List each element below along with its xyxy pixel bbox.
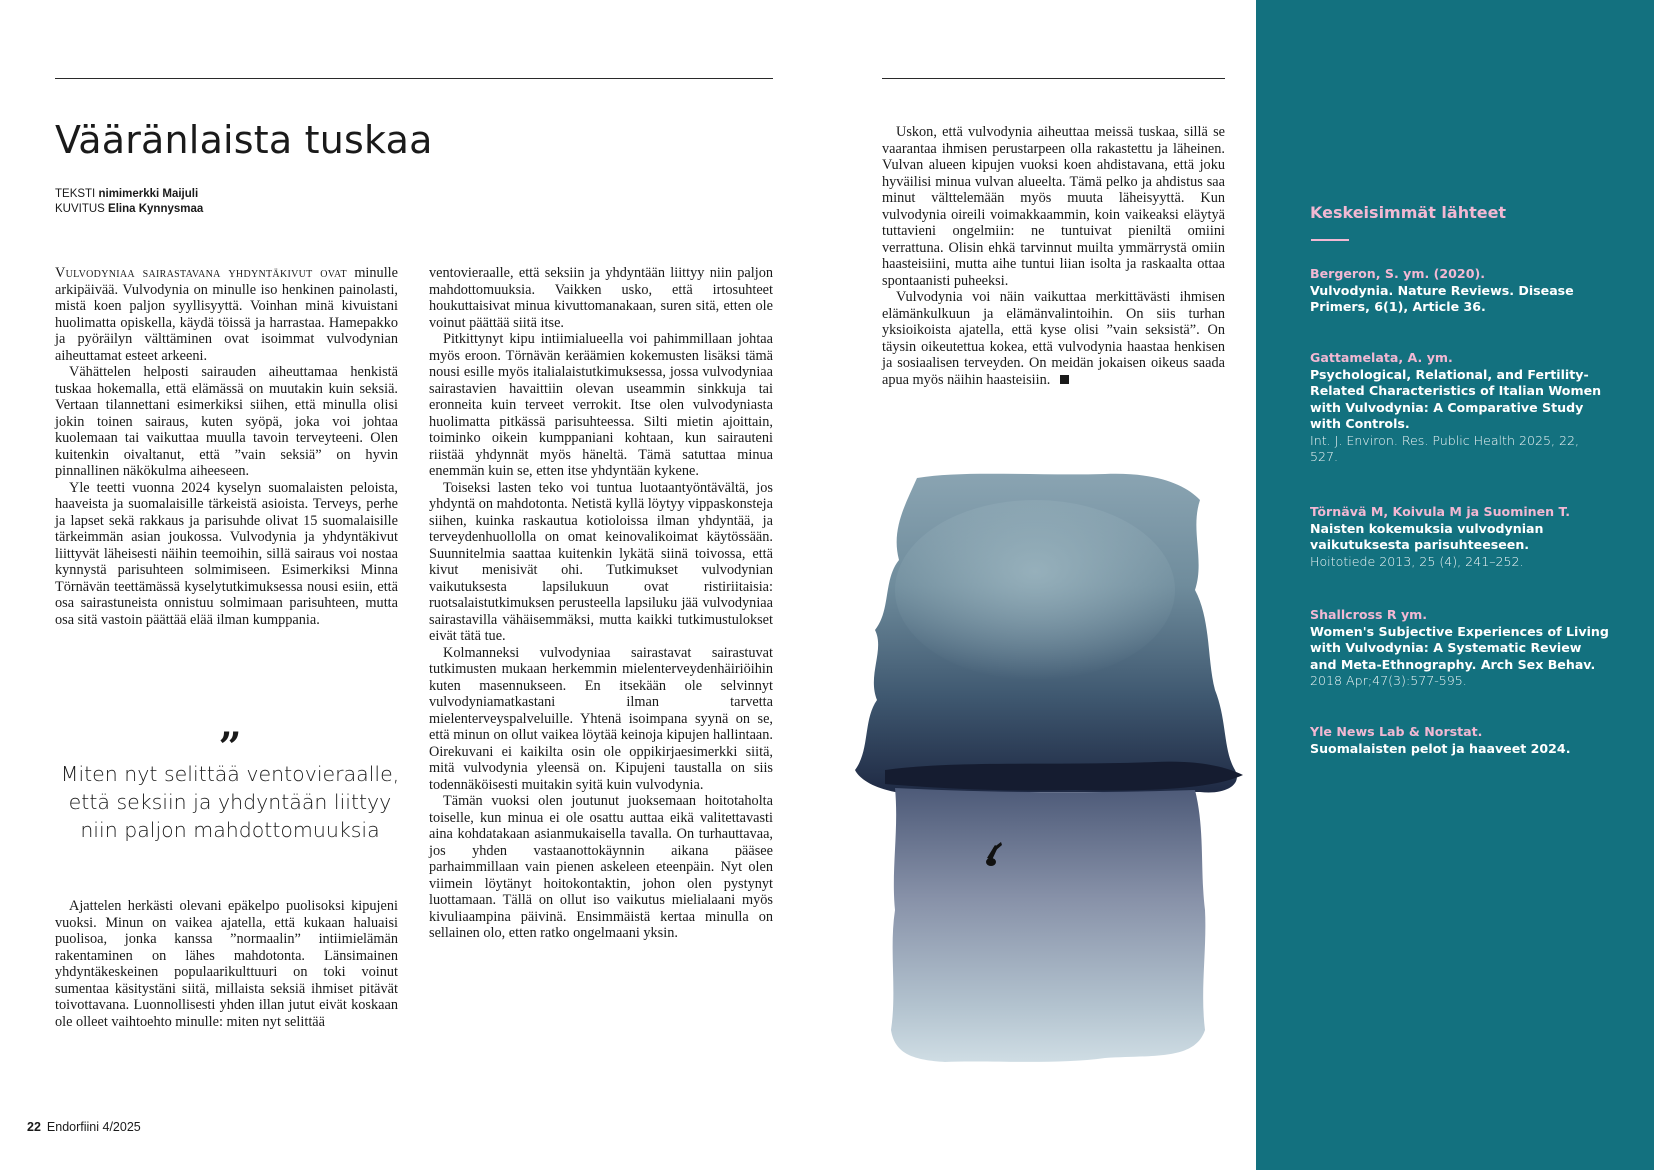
sources-sidebar <box>1256 0 1654 1170</box>
paragraph: Pitkittynyt kipu intiimialueella voi pahimmillaan johtaa myös eroon. Törnävän keräämien kokemusten lisäksi tämä nousi esille myös italialaistutkimuksessa, jossa vulvodyniaa sairastavien havaittiin olevan useammin sinkkuja tai eronneita kuin terveet verrokit. Itse olen vulvodyniasta huolimatta pitkässä parisuhteessa. Silti mietin ajoittain, toiminko oikein kumppaniani kohtaan, kun sairauteni riistää yhdynnät myös häneltä. Tämä satuttaa minua enemmän kuin se, etten itse yhdyntään kykene. <box>429 331 773 479</box>
credit-text: TEKSTI nimimerkki Maijuli <box>55 188 199 200</box>
article-title: Vääränlaista tuskaa <box>55 118 433 162</box>
magazine-issue: Endorfiini 4/2025 <box>46 1120 141 1134</box>
paragraph: Vulvodynia voi näin vaikuttaa merkittävästi ihmisen elämänkulkuun ja elämänvalintoihin. On siis turhan yksioikoista ajatella, että kyse olisi ”vain seksistä”. On täysin oikeutettua kokea, että vulvodynia haastaa henkisen ja sosiaalisen terveyden. On meidän jokaisen oikeus saada apua myös näihin haasteisiin. <box>882 289 1225 388</box>
reference-item: Törnävä M, Koivula M ja Suominen T. Naisten kokemuksia vulvodynian vaikutuksesta parisuhteeseen. Hoitotiede 2013, 25 (4), 241–252. <box>1310 504 1570 569</box>
reference-item: Bergeron, S. ym. (2020). Vulvodynia. Nature Reviews. Disease Primers, 6(1), Article 36. <box>1310 266 1574 314</box>
column-1-bottom <box>55 898 398 1030</box>
paragraph: Tämän vuoksi olen joutunut juoksemaan hoitotaholta toiselle, kun minua ei ole osattu auttaa eikä valitettavasti aina kohdatakaan asianmukaisella tavalla. On turhauttavaa, jos yhden vastaanottokäynnin aikana pääsee parhaimmillaan vain pienen askeleen eteenpäin. Nyt olen viimein löytänyt hoitokontaktin, johon olen pystynyt luottamaan. Tällä on ollut iso vaikutus mielialaani myös kivuliaampina päivinä. Ensimmäistä kertaa minulla on sellainen olo, etten ratko ongelmaani yksin. <box>429 793 773 941</box>
lead-paragraph: Vulvodyniaa sairastavana yhdyntäkivut ovat minulle arkipäivää. Vulvodynia on minulle iso henkinen painolasti, mistä koen paljon syyllisyyttä. Voinhan minä kivuistani huolimatta opiskella, käydä töissä ja harrastaa. Hamepakko ja pyöräilyn välttäminen ovat isoimmat vulvodynian aiheuttamat esteet arkeeni. <box>55 265 398 364</box>
watercolor-illustration <box>855 470 1245 1065</box>
paragraph: Ajattelen herkästi olevani epäkelpo puolisoksi kipujeni vuoksi. Minun on vaikea ajatella, että kukaan haluaisi puolisoa, jonka kanssa ”normaalin” intiimielämän rakentaminen on lähes mahdotonta. Länsimainen yhdyntäkeskeinen populaarikulttuuri on toki voinut sumentaa käsitystäni siitä, millaista seksiä ihmiset pitävät toivottavana. Luonnollisesti yhden illan jutut eivät koskaan ole olleet vaihtoehto minulle: miten nyt selittää <box>55 898 398 1030</box>
end-mark-icon <box>1060 375 1069 384</box>
paragraph: Toiseksi lasten teko voi tuntua luotaantyöntävältä, jos yhdyntä on mahdotonta. Netistä kyllä löytyy vippaskonsteja siihen, kuinka raskautua kotioloissa ilman yhdyntää, ja terveydenhuollolla on omat keinovalikoimat käytössään. Suunnitelmia saattaa kuitenkin lykätä siinä toivossa, että kivut menisivät ohi. Tutkimukset vulvodynian vaikutuksesta lapsilukuun ovat ristiriitaisia: ruotsalaistutkimuksen perusteella lapsiluku jää vulvodyniaa sairastavilla vähäisemmäksi, mutta kaikki tutkimustulokset eivät tätä tue. <box>429 479 773 644</box>
top-rule-right <box>882 78 1225 79</box>
sources-title: Keskeisimmät lähteet <box>1310 203 1507 222</box>
column-1-top <box>55 265 398 628</box>
page-footer <box>27 1120 141 1134</box>
pull-quote: Miten nyt selittää ventovieraalle, että seksiin ja yhdyntään liittyy niin paljon mahdottomuuksia <box>60 762 400 842</box>
quote-mark-icon: ” <box>218 724 242 771</box>
watercolor-reflection-shape <box>891 788 1205 1062</box>
paragraph: ventovieraalle, että seksiin ja yhdyntään liittyy niin paljon mahdottomuuksia. Vaikken usko, että irtosuhteet houkuttaisivat minua kivuttomanakaan, suren sitä, etten ole voinut päättää siitä itse. <box>429 265 773 331</box>
sources-title-rule <box>1311 239 1349 241</box>
reference-item: Gattamelata, A. ym. Psychological, Relational, and Fertility-Related Characteristics of Italian Women with Vulvodynia: A Comparative Study with Controls. Int. J. Environ. Res. Public Health 2025, 22, 527. <box>1310 350 1602 464</box>
column-3 <box>882 124 1225 388</box>
watercolor-horizon-band <box>885 762 1243 791</box>
reference-item: Shallcross R ym. Women's Subjective Experiences of Living with Vulvodynia: A Systematic Review and Meta-Ethnography. Arch Sex Behav. 2018 Apr;47(3):577-595. <box>1310 607 1609 688</box>
paragraph: Kolmanneksi vulvodyniaa sairastavat sairastuvat tutkimusten mukaan herkemmin mielenterveydenhäiriöihin kuten masennukseen. En itsekään ole selvinnyt vulvodyniamatkastani ilman tarvetta mielenterveyspalveluille. Yhtenä isoimpana syynä on se, että minun on ollut vaikea löytää keinoja kipujen hallintaan. Oirekuvani ei kaikilta osin ole oppikirjaesimerkki siitä, mitä vulvodynia yleensä on. Kipujeni taustalla on siis todennäköisesti muitakin syitä kuin vulvodynia. <box>429 644 773 793</box>
reference-item: Yle News Lab & Norstat. Suomalaisten pelot ja haaveet 2024. <box>1310 724 1571 756</box>
paragraph: Vähättelen helposti sairauden aiheuttamaa henkistä tuskaa hokemalla, että elämässä on muutakin kuin seksiä. Vertaan tilannettani esimerkiksi siihen, että minulla olisi jokin toinen sairaus, kuten syöpä, joka voi johtaa kuolemaan tai vaikuttaa muulla tavoin terveyteeni. Olen kuitenkin oivaltanut, että ”vain seksiä” on hyvin pinnallinen näkökulma aiheeseen. <box>55 364 398 479</box>
top-rule-left <box>55 78 773 79</box>
paragraph: Uskon, että vulvodynia aiheuttaa meissä tuskaa, sillä se vaarantaa ihmisen perustarpeen olla rakastettu ja läheinen. Vulvan alueen kipujen vuoksi koen ahdistavana, että joku hyväilisi minua vulvan alueelta. Tämä pelko ja ahdistus saa minut välttelemään myös muuta läheisyyttä. Kun vulvodynia oireili voimakkaammin, koin vaikeaksi eläytyä tuttavieni ongelmiin: ne tuntuivat pieniltä omiini verrattuna. Olisin ehkä tarvinnut muilta ymmärrystä omiin haasteisiini, mutta aihe tuntui liian isolta ja raskaalta ottaa spontaanisti puheeksi. <box>882 124 1225 289</box>
paragraph: Yle teetti vuonna 2024 kyselyn suomalaisten peloista, haaveista ja suomalaisille tärkeistä asioista. Terveys, perhe ja lapset sekä rakkaus ja parisuhde olivat 15 suomalaisille tärkeimmän asian joukossa. Vulvodynia ja yhdyntäkivut liittyvät läheisesti näihin teemoihin, sillä sairaus voi nostaa kynnystä parisuhteen solmimiseen. Esimerkiksi Minna Törnävän teettämässä kyselytutkimuksessa nousi esiin, että osa sairastuneista onnistuu solmimaan parisuhteen, mutta osa sitä vastoin päättää elää ilman kumppania. <box>55 479 398 628</box>
page-number: 22 <box>27 1120 41 1134</box>
credit-illustration: KUVITUS Elina Kynnysmaa <box>55 203 204 215</box>
credits <box>55 187 203 217</box>
column-2 <box>429 265 773 942</box>
